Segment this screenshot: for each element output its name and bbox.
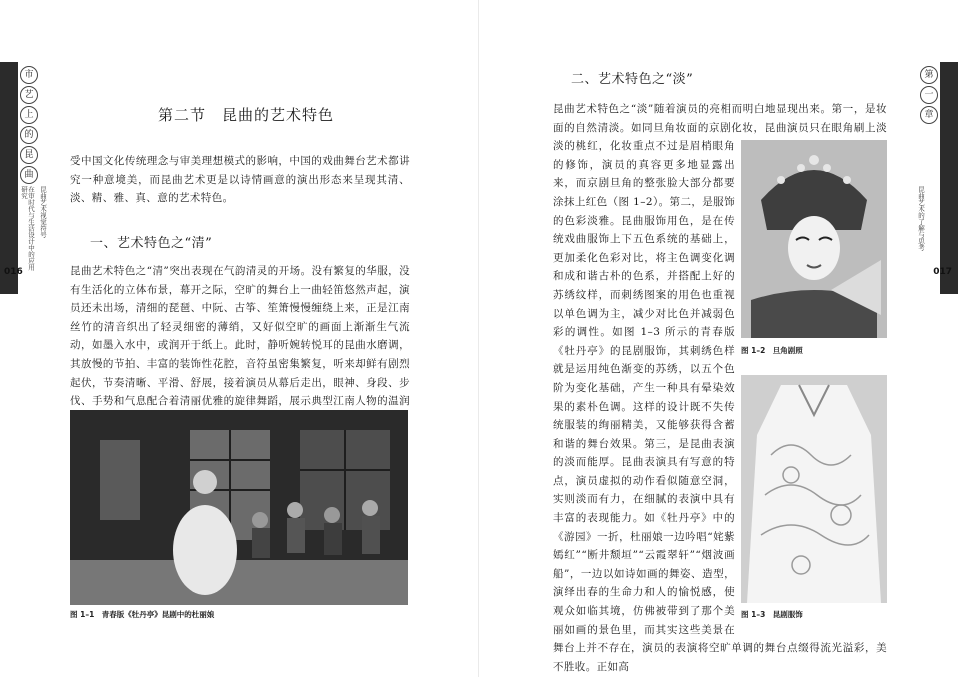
tab-char: 曲 xyxy=(20,166,38,184)
tab-char: 第 xyxy=(920,66,938,84)
tab-char: 艺 xyxy=(20,86,38,104)
right-tab-subtitle: 昆曲艺术的了解与思考 xyxy=(917,186,925,251)
paragraph-dan-text: 昆曲艺术特色之“淡”随着演员的亮相而明白地显现出来。第一，是妆面的自然清淡。如同旦角妆面的京剧化妆，昆曲演员只在眼角刷上淡淡的桃红，化妆重点不过是眉梢眼角的修饰，演员的真容更多地显露出来，而京剧旦角的整张脸大部分都要涂抹上红色（图 1–2）。第二，是服饰的色彩淡雅。昆曲服饰用色，是在传统戏曲服饰上下五色系统的基础上，更加柔化色彩对比，将主色调变化调和成和谐古朴的色系，并搭配上好的苏绣纹样，而刺绣图案的用色也重视以单色调为主，减少对比色并减弱色彩的调性。如图 1–3 所示的青春版《牡丹亭》的昆剧服饰，其刺绣色样就是运用纯色渐变的苏绣，以五个色阶为变化基础，产生一种具有晕染效果的素朴色调。这样的设计既不失传统服装的绚丽精美，又能够获得含蓄和谐的舞台效果。第三，是昆曲表演的淡而能厚。昆曲表演具有写意的特点，演员虚拟的动作看似随意空洞，实则淡而有力，在细腻的表演中具有丰富的表现能力。如《牡丹亭》中的《游园》一折，杜丽娘一边吟唱“姹紫嫣红”“断井颓垣”“云霞翠轩”“烟波画船”，一边以如诗如画的舞姿、造型，演绎出春的生命力和人的愉悦感，使观众如临其境，仿佛被带到了那个美丽如画的景色里，而其实这些美景在舞台上并不存在，演员的表演将空旷单调的舞台点缀得流光溢彩，美不胜收。正如高 xyxy=(553,103,887,673)
left-tab-subtitle-2: 昆曲艺术视觉符号 xyxy=(39,186,47,238)
right-tab-chars xyxy=(920,66,938,124)
heading-dan: 二、艺术特色之“淡” xyxy=(571,72,694,87)
tab-char: 上 xyxy=(20,106,38,124)
page-number-right: 017 xyxy=(933,267,952,277)
heading-qing: 一、艺术特色之“清” xyxy=(90,236,213,251)
tab-char: 昆 xyxy=(20,146,38,164)
right-page xyxy=(479,0,958,677)
intro-paragraph: 受中国文化传统理念与审美理想模式的影响，中国的戏曲舞台艺术都讲究一种意境美，而昆曲艺术更是以诗情画意的演出形态来呈现其清、淡、精、雅、真、意的艺术特色。 xyxy=(70,155,410,205)
tab-char: 一 xyxy=(920,86,938,104)
figure-2-caption: 图 1–2 旦角剧照 xyxy=(741,346,803,355)
right-side-strip xyxy=(940,62,958,294)
left-side-strip xyxy=(0,62,18,294)
figure-1-photo xyxy=(70,410,408,605)
section-title: 第二节 昆曲的艺术特色 xyxy=(158,106,335,124)
figure-1-caption: 图 1–1 青春版《牡丹亭》昆剧中的杜丽娘 xyxy=(70,610,215,619)
left-tab-subtitle-1: 在审时代与生活设计中的应用研究 xyxy=(20,186,35,271)
tab-char: 市 xyxy=(20,66,38,84)
tab-char: 的 xyxy=(20,126,38,144)
left-tab-chars xyxy=(20,66,38,184)
page-number-left: 016 xyxy=(4,267,23,277)
figure-3-caption: 图 1–3 昆剧服饰 xyxy=(741,610,803,619)
paragraph-dan xyxy=(553,100,887,673)
paragraph-qing: 昆曲艺术特色之“清”突出表现在气韵清灵的开场。没有繁复的华服，没有生活化的立体布景，幕开之际，空旷的舞台上一曲轻笛悠然声起，演员还未出场，清细的琵琶、中阮、古筝、笙箫慢慢缠绕上来，正是江南丝竹的清音织出了轻灵细密的薄绡，又好似空旷的画面上渐渐生气流动，如墨入水中，或润开于纸上。此时，静听婉转悦耳的昆曲水磨调，其放慢的节拍、丰富的装饰性花腔，音符虽密集繁复，听来却鲜有剧烈起伏，节奏清晰、平滑、舒展，接着演员从幕后走出，眼神、身段、步伐、手势和气息配合着清丽优雅的旋律舞蹈，展示典型江南人物的温润 xyxy=(70,265,410,408)
tab-char: 章 xyxy=(920,106,938,124)
